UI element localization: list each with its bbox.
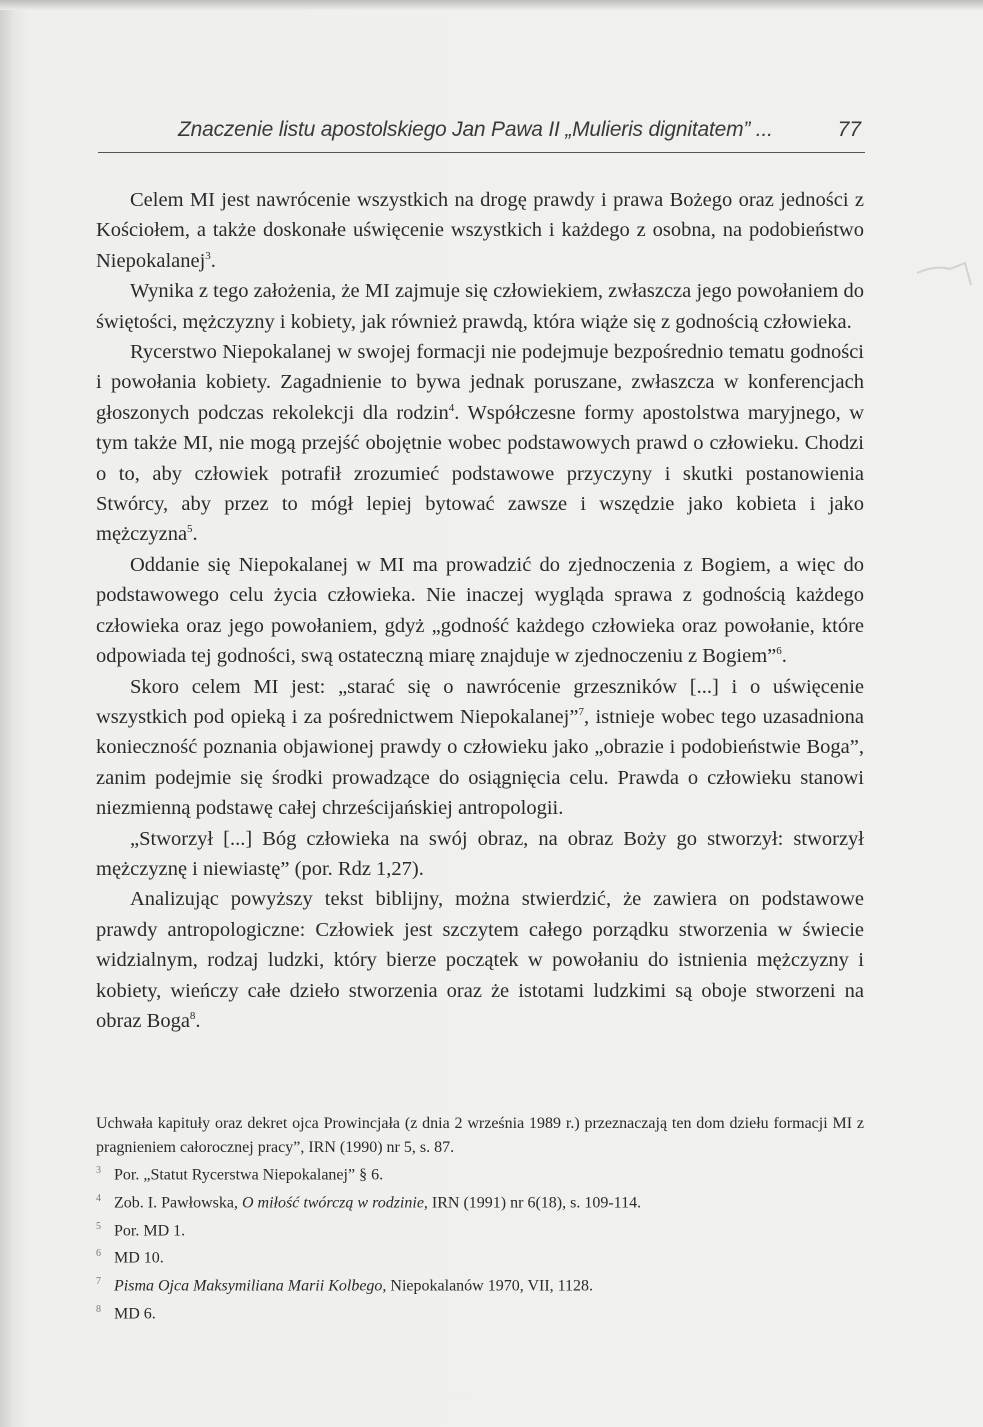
footnote-ref-5[interactable]: 5: [187, 523, 193, 536]
paragraph-1: [96, 185, 864, 276]
footnote-ref-3[interactable]: 3: [205, 249, 211, 262]
footnote-text: MD 10.: [114, 1249, 164, 1267]
footnote-text: , IRN (1991) nr 6(18), s. 109-114.: [423, 1194, 642, 1212]
paragraph-6: [96, 824, 864, 885]
footnote-5: [96, 1215, 864, 1243]
footnote-8: [96, 1298, 864, 1326]
footnote-mark: 4: [96, 1192, 101, 1204]
main-text: [96, 185, 864, 1036]
paragraph-text: .: [192, 523, 198, 546]
paragraph-text: „Stworzył [...] Bóg człowieka na swój obraz, na obraz Boży go stworzył: stworzył mężczyznę i niewiastę” (por. Rdz 1,27).: [96, 827, 864, 880]
page-number: 77: [837, 118, 861, 141]
footnote-mark: 8: [96, 1304, 101, 1316]
footnote-mark: 6: [96, 1248, 101, 1260]
paragraph-text: Wynika z tego założenia, że MI zajmuje się człowiekiem, zwłaszcza jego powołaniem do świętości, mężczyzny i kobiety, jak również prawdą, która wiąże się z godnością człowieka.: [96, 280, 864, 333]
footnote-4: [96, 1187, 864, 1215]
paragraph-text: . Współczesne formy apostolstwa maryjnego, w tym także MI, nie mogą przejść obojętnie wobec podstawowych prawd o człowieku. Chodzi o to, aby człowiek potrafił zrozumieć podstawowe przyczyny i skutki postanowienia Stwórcy, aby przez to mógł lepiej bytować zawsze i wszędzie jako kobieta i jako mężczyzna: [96, 401, 864, 546]
paragraph-5: [96, 672, 864, 824]
paragraph-text: Rycerstwo Niepokalanej w swojej formacji nie podejmuje bezpośrednio tematu godności i powołania kobiety. Zagadnienie to bywa jednak poruszane, zwłaszcza w konferencjach głoszonych podczas rekolekcji dla rodzin: [96, 341, 864, 424]
scan-top-edge: [0, 0, 983, 10]
paragraph-7: [96, 884, 864, 1036]
paragraph-3: [96, 337, 864, 550]
paragraph-text: Celem MI jest nawrócenie wszystkich na drogę prawdy i prawa Bożego oraz jedności z Kościołem, a także doskonałe uświęcenie wszystkich i każdego z osobna, na podobieństwo Niepokalanej: [96, 189, 864, 272]
footnote-text: Por. MD 1.: [114, 1221, 186, 1239]
paragraph-text: Skoro celem MI jest: „starać się o nawrócenie grzeszników [...] i o uświęcenie wszystkich pod opieką i za pośrednictwem Niepokalanej”: [96, 675, 864, 728]
footnote-3: [96, 1159, 864, 1187]
footnote-text: MD 6.: [114, 1305, 156, 1323]
paragraph-text: .: [210, 249, 216, 272]
running-header-title: Znaczenie listu apostolskiego Jan Pawa II „Mulieris dignitatem” ...: [178, 118, 773, 141]
footnote-mark: 3: [96, 1165, 101, 1176]
paragraph-text: Oddanie się Niepokalanej w MI ma prowadzić do zjednoczenia z Bogiem, a więc do podstawowego celu życia człowieka. Nie inaczej wygląda sprawa z godnością każdego człowieka oraz jego powołaniem, gdyż „godność każdego człowieka oraz powołanie, które odpowiada tej godności, swą ostateczną miarę znajduje w zjednoczeniu z Bogiem”: [96, 553, 864, 668]
paragraph-text: , istnieje wobec tego uzasadniona konieczność poznania objawionej prawdy o człowieku jako „obrazie i podobieństwie Boga”, zanim podejmie się środki prowadzące do osiągnięcia celu. Prawda o człowieku stanowi niezmienną podstawę całej chrześcijańskiej antropologii.: [96, 705, 864, 820]
paragraph-text: .: [195, 1009, 201, 1032]
footnote-ref-7[interactable]: 7: [578, 706, 584, 719]
paragraph-text: Analizując powyższy tekst biblijny, można stwierdzić, że zawiera on podstawowe prawdy antropologiczne: Człowiek jest szczytem całego porządku stworzenia w świecie widzialnym, rodzaj ludzki, który bierze początek w powołaniu do istnienia mężczyzny i kobiety, wieńczy całe dzieło stworzenia oraz że istotami ludzkimi są oboje stworzeni na obraz Boga: [96, 888, 864, 1032]
footnote-ref-6[interactable]: 6: [776, 645, 782, 658]
footnote-text: Zob. I. Pawłowska,: [114, 1194, 242, 1212]
footnote-text: , Niepokalanów 1970, VII, 1128.: [382, 1277, 594, 1295]
footnote-italic-title: O miłość twórczą w rodzinie: [241, 1194, 424, 1212]
footnotes: [96, 1112, 864, 1326]
paragraph-text: .: [781, 645, 787, 668]
scan-smudge-mark: [915, 255, 975, 295]
paragraph-2: [96, 276, 864, 337]
footnote-italic-title: Pisma Ojca Maksymiliana Marii Kolbego: [114, 1277, 383, 1295]
footnote-7: [96, 1270, 864, 1298]
footnote-ref-4[interactable]: 4: [448, 402, 455, 415]
footnote-text: Por. „Statut Rycerstwa Niepokalanej” § 6.: [114, 1166, 384, 1184]
footnote-mark: 5: [96, 1220, 101, 1232]
footnote-mark: 7: [96, 1276, 101, 1288]
running-header: [98, 118, 865, 153]
paragraph-4: [96, 550, 864, 672]
footnote-6: [96, 1242, 864, 1270]
footnote-ref-8[interactable]: 8: [189, 1010, 196, 1023]
footnote-continuation: Uchwała kapituły oraz dekret ojca Prowincjała (z dnia 2 września 1989 r.) przeznaczają ten dom dziełu formacji MI z pragnieniem całorocznej pracy”, IRN (1990) nr 5, s. 87.: [96, 1115, 864, 1156]
